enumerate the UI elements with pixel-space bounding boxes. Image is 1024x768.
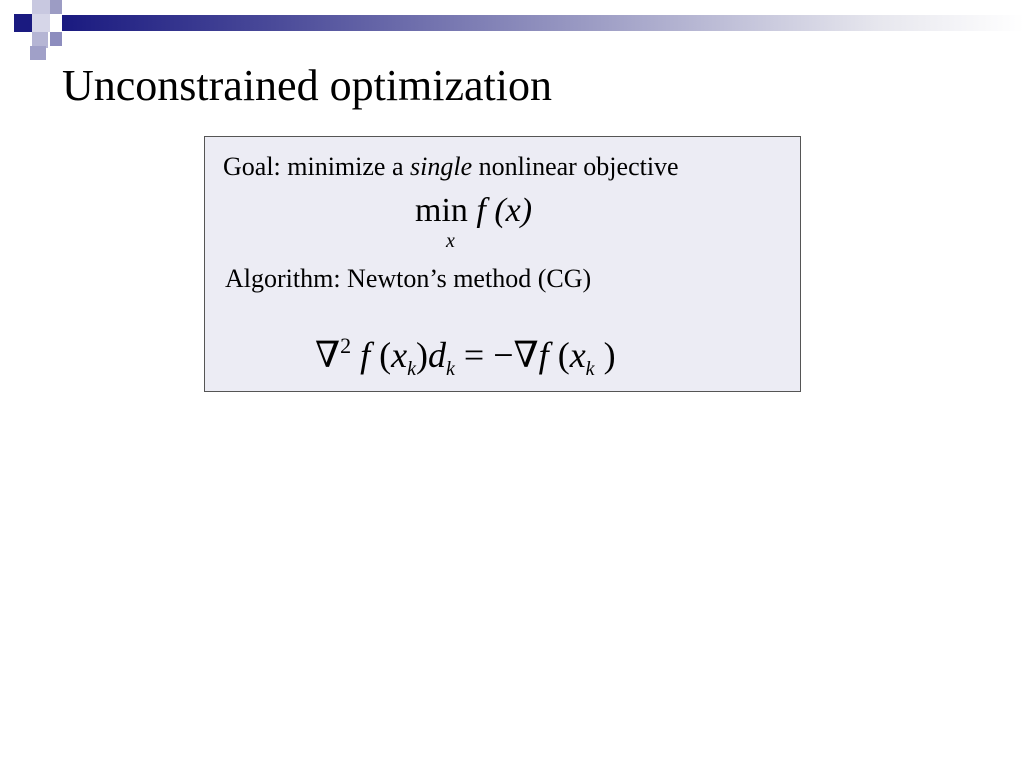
eq-k2: k — [585, 358, 595, 380]
newton-equation — [315, 325, 616, 390]
eq-close2: ) — [594, 335, 616, 375]
nabla-symbol: ∇ — [315, 335, 341, 375]
goal-prefix: Goal: minimize a — [223, 152, 411, 181]
goal-text — [223, 151, 679, 183]
slide-title: Unconstrained optimization — [62, 61, 552, 110]
min-argument: (x) — [494, 192, 533, 229]
eq-f2: f — [538, 335, 549, 375]
min-operator: min — [415, 192, 468, 229]
eq-x: x — [391, 335, 408, 375]
decoration-square — [50, 32, 62, 46]
eq-x2: x — [569, 335, 586, 375]
decoration-square — [32, 14, 50, 32]
eq-equals: = −∇ — [454, 335, 539, 375]
eq-k: k — [407, 358, 417, 380]
goal-suffix: nonlinear objective — [472, 152, 679, 181]
min-subscript: x — [446, 230, 455, 252]
algorithm-text: Algorithm: Newton’s method (CG) — [225, 264, 592, 293]
eq-k-d: k — [446, 358, 455, 380]
eq-open2: ( — [548, 335, 570, 375]
eq-open: ( — [379, 335, 392, 375]
goal-italic: single — [410, 152, 473, 181]
eq-close: ) — [416, 335, 429, 375]
min-function: f — [476, 192, 486, 229]
decoration-square — [32, 0, 50, 14]
content-box — [204, 136, 801, 392]
decoration-square — [14, 14, 32, 32]
eq-d: d — [428, 335, 447, 375]
eq-f: f — [360, 335, 371, 375]
min-formula — [415, 191, 533, 252]
decoration-square — [30, 46, 46, 60]
decoration-square — [50, 0, 62, 14]
title-band — [62, 15, 1024, 31]
hessian-exponent: 2 — [340, 333, 352, 358]
